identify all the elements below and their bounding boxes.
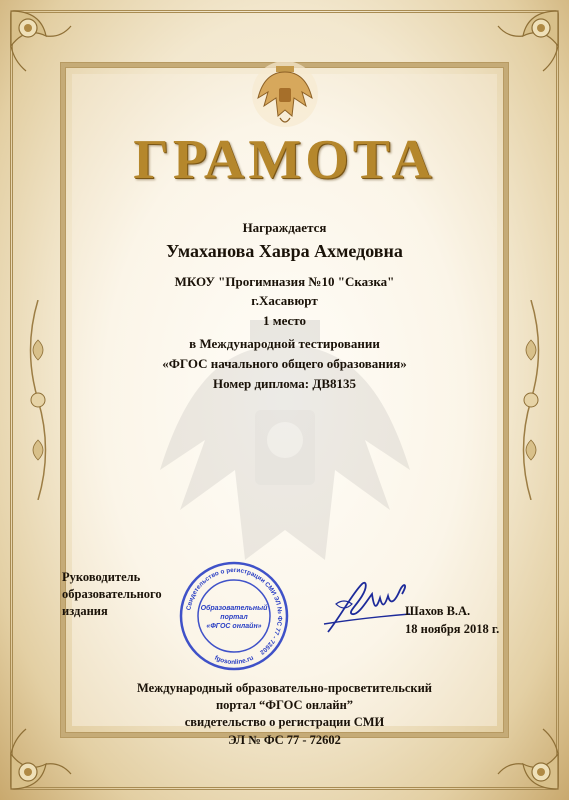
stamp-ring-text: Свидетельство о регистрации СМИ ЭЛ № ФС 77 - 72602 [185, 566, 284, 656]
diploma-number: Номер диплома: ДВ8135 [212, 376, 357, 391]
footer-line3: свидетельство о регистрации СМИ [184, 715, 385, 729]
signer-name: Шахов В.А. [405, 604, 471, 618]
certificate-title: ГРАМОТА [133, 129, 436, 191]
recipient-name: Умаханова Хавра Ахмедовна [166, 241, 403, 261]
award-date: 18 ноября 2018 г. [405, 622, 500, 636]
awarded-label: Награждается [242, 220, 327, 235]
stamp-ring-bottom: fgosonline.ru [213, 654, 255, 667]
event-name: «ФГОС начального общего образования» [162, 356, 407, 371]
director-caption-line1: Руководитель образовательного [62, 570, 162, 601]
place: 1 место [262, 313, 307, 328]
side-ornament-icon [18, 300, 58, 500]
footer-line2: портал “ФГОС онлайн” [215, 698, 354, 712]
city: г.Хасавюрт [251, 293, 318, 308]
footer-line4: ЭЛ № ФС 77 - 72602 [228, 733, 341, 747]
stamp-center-line1: Образовательный [200, 605, 268, 612]
coat-of-arms-icon [250, 58, 320, 130]
event-line: в Международной тестировании [189, 336, 380, 351]
stamp-center-line2: портал [220, 614, 248, 621]
signature-icon [322, 574, 414, 640]
director-caption-line2: издания [62, 604, 108, 618]
signer-block [405, 602, 499, 638]
corner-ornament-icon [493, 6, 563, 76]
side-ornament-icon [511, 300, 551, 500]
svg-text:fgosonline.ru [213, 655, 254, 666]
stamp-center-line3: «ФГОС онлайн» [206, 623, 262, 630]
organization: МКОУ "Прогимназия №10 "Сказка" [174, 274, 395, 289]
footer-line1: Международный образовательно-просветительский [137, 681, 432, 695]
official-stamp [178, 560, 290, 672]
corner-ornament-icon [6, 6, 76, 76]
